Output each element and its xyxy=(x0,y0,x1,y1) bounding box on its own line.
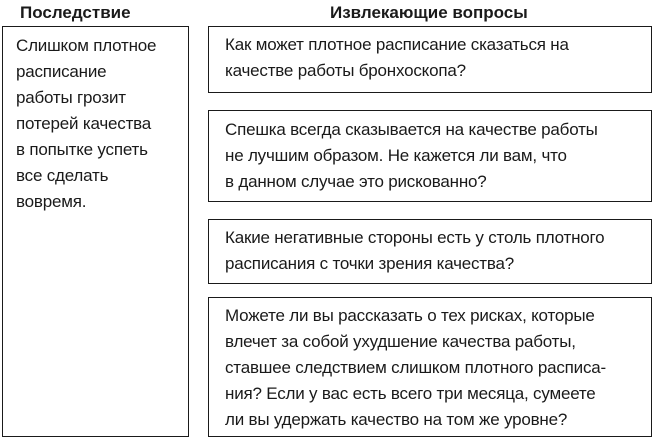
question-box-1: Как может плотное расписание сказаться на качестве работы бронхоскопа? xyxy=(208,26,652,93)
question-box-4: Можете ли вы рассказать о тех рисках, которые влечет за собой ухудшение качества работы, ставшее следствием слишком плотного расписа- ния? Если у вас есть всего три месяца, сумеете ли вы удержать качество на том же уровне? xyxy=(208,297,652,437)
consequence-header: Последствие xyxy=(20,3,131,22)
question-box-2: Спешка всегда сказывается на качестве работы не лучшим образом. Не кажется ли вам, что в данном случае это рискованно? xyxy=(208,110,652,202)
consequence-box: Слишком плотное расписание работы грозит потерей качества в попытке успеть все сделать вовремя. xyxy=(2,26,189,437)
question-box-3: Какие негативные стороны есть у столь плотного расписания с точки зрения качества? xyxy=(208,219,652,284)
questions-header: Извлекающие вопросы xyxy=(330,3,528,22)
